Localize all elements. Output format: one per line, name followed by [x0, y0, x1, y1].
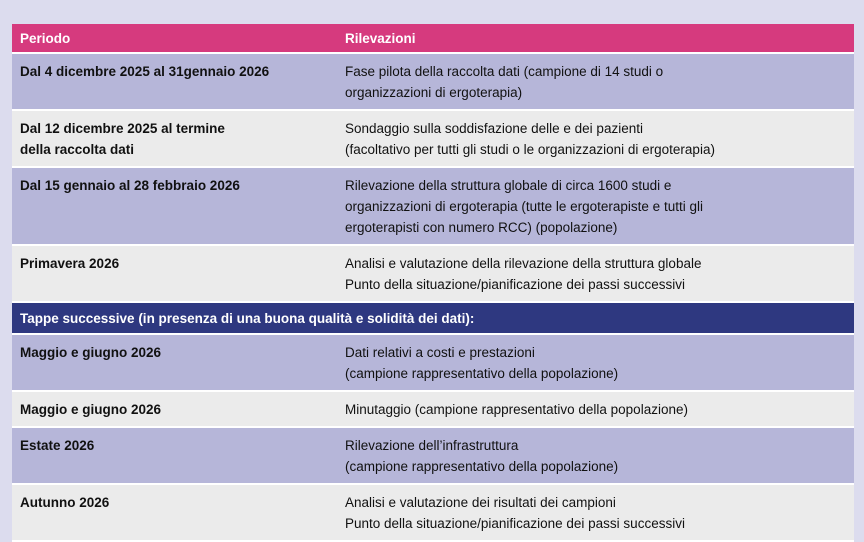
row-detail	[345, 342, 854, 384]
row-detail-line: Punto della situazione/pianificazione dei passi successivi	[345, 516, 685, 531]
row-detail	[345, 399, 854, 420]
row-detail-line: Punto della situazione/pianificazione dei passi successivi	[345, 277, 685, 292]
row-detail-line: Rilevazione dell’infrastruttura	[345, 438, 519, 453]
row-detail-line: Dati relativi a costi e prestazioni	[345, 345, 535, 360]
schedule-table	[12, 24, 854, 542]
table-row	[12, 168, 854, 246]
row-detail-line: Analisi e valutazione dei risultati dei campioni	[345, 495, 616, 510]
row-detail-line: Analisi e valutazione della rilevazione della struttura globale	[345, 256, 702, 271]
header-surveys: Rilevazioni	[345, 31, 416, 46]
row-period-line: Primavera 2026	[20, 256, 120, 271]
row-detail-line: Rilevazione della struttura globale di circa 1600 studi e	[345, 178, 672, 193]
row-detail	[345, 492, 854, 534]
table-row	[12, 246, 854, 303]
row-detail-line: Fase pilota della raccolta dati (campione di 14 studi o	[345, 64, 664, 79]
row-period-line: Maggio e giugno 2026	[20, 345, 162, 360]
table-row	[12, 428, 854, 485]
row-detail-line: Sondaggio sulla soddisfazione delle e dei pazienti	[345, 121, 643, 136]
row-period-line: Dal 4 dicembre 2025 al 31gennaio 2026	[20, 64, 270, 79]
row-detail	[345, 253, 854, 295]
row-period	[12, 118, 345, 160]
row-period-line: della raccolta dati	[20, 142, 135, 157]
header-period: Periodo	[20, 31, 71, 46]
row-detail	[345, 435, 854, 477]
row-period	[12, 61, 345, 103]
row-period	[12, 253, 345, 295]
row-period	[12, 492, 345, 534]
section-header	[12, 303, 854, 335]
row-detail-line: (facoltativo per tutti gli studi o le organizzazioni di ergoterapia)	[345, 142, 715, 157]
row-detail-line: Minutaggio (campione rappresentativo della popolazione)	[345, 402, 688, 417]
row-detail-line: ergoterapisti con numero RCC) (popolazione)	[345, 220, 618, 235]
row-detail-line: organizzazioni di ergoterapia (tutte le ergoterapiste e tutti gli	[345, 199, 703, 214]
row-detail-line: (campione rappresentativo della popolazione)	[345, 459, 619, 474]
table-header	[12, 24, 854, 54]
section-title: Tappe successive (in presenza di una buona qualità e solidità dei dati):	[20, 311, 475, 326]
row-period	[12, 175, 345, 238]
row-detail-line: (campione rappresentativo della popolazione)	[345, 366, 619, 381]
row-period	[12, 342, 345, 384]
row-detail	[345, 61, 854, 103]
row-period	[12, 435, 345, 477]
table-row	[12, 485, 854, 542]
row-detail	[345, 118, 854, 160]
row-period-line: Autunno 2026	[20, 495, 110, 510]
table-row	[12, 54, 854, 111]
row-period-line: Maggio e giugno 2026	[20, 402, 162, 417]
table-row	[12, 335, 854, 392]
row-period	[12, 399, 345, 420]
row-detail-line: organizzazioni di ergoterapia)	[345, 85, 523, 100]
row-period-line: Dal 15 gennaio al 28 febbraio 2026	[20, 178, 240, 193]
row-period-line: Estate 2026	[20, 438, 95, 453]
row-period-line: Dal 12 dicembre 2025 al termine	[20, 121, 225, 136]
table-row	[12, 392, 854, 428]
row-detail	[345, 175, 854, 238]
table-row	[12, 111, 854, 168]
